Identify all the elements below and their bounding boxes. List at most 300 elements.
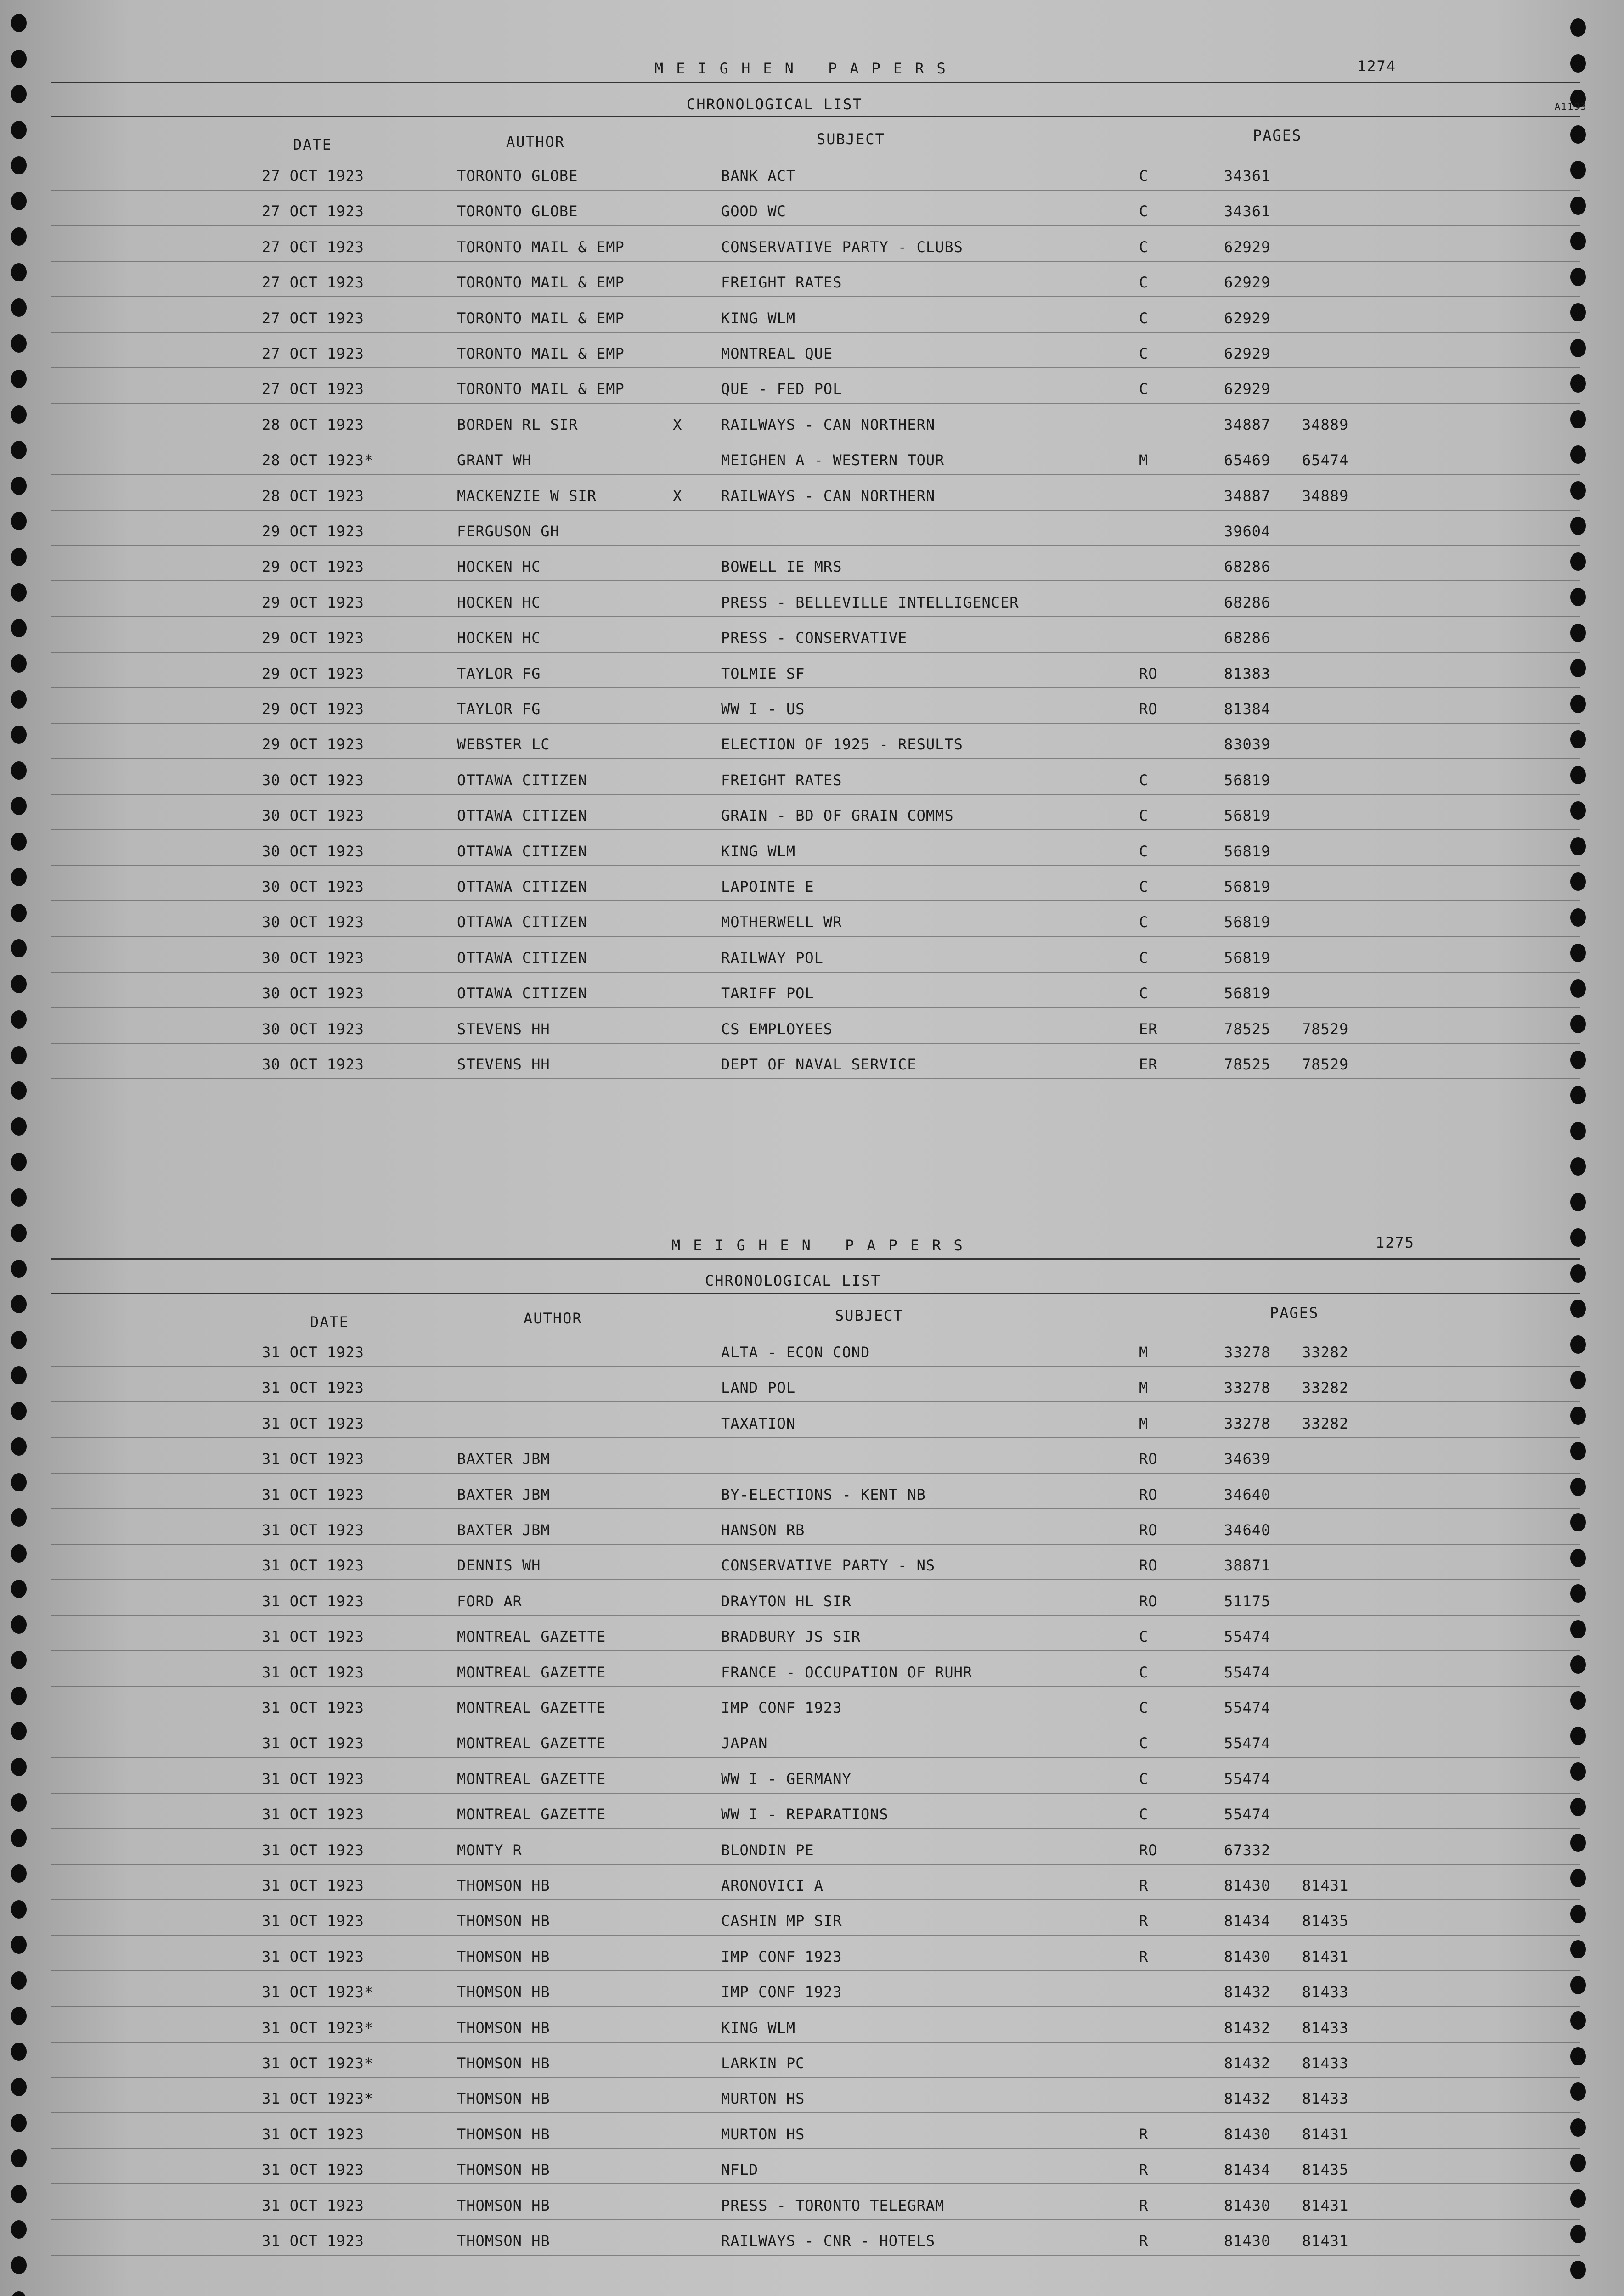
entry-page-end: 33282: [1302, 1379, 1349, 1397]
entry-author: DENNIS WH: [457, 1557, 541, 1575]
entry-date: 30 OCT 1923: [262, 1056, 364, 1073]
entry-subject: PRESS - CONSERVATIVE: [721, 629, 908, 647]
entry-author: GRANT WH: [457, 451, 532, 469]
entry-type-code: C: [1139, 1770, 1149, 1788]
entry-subject: FREIGHT RATES: [721, 274, 842, 292]
list-subtitle: CHRONOLOGICAL LIST: [705, 1272, 881, 1289]
sprocket-hole: [1570, 1193, 1586, 1211]
table-row: [0, 1794, 1624, 1829]
entry-page-end: 78529: [1302, 1056, 1349, 1073]
entry-page-start: 56819: [1224, 807, 1271, 825]
entry-author: TORONTO GLOBE: [457, 167, 578, 185]
entry-page-end: 81431: [1302, 1947, 1349, 1965]
entry-page-end: 33282: [1302, 1414, 1349, 1432]
entry-subject: CASHIN MP SIR: [721, 1912, 842, 1930]
table-row: [0, 1044, 1624, 1079]
entry-page-start: 68286: [1224, 558, 1271, 576]
entry-author: THOMSON HB: [457, 2161, 550, 2179]
entry-subject: IMP CONF 1923: [721, 1983, 842, 2001]
entry-page-start: 56819: [1224, 949, 1271, 967]
sprocket-hole: [11, 14, 27, 32]
entry-subject: TARIFF POL: [721, 985, 814, 1002]
entry-date: 27 OCT 1923: [262, 309, 364, 327]
sprocket-hole: [11, 50, 27, 68]
entry-page-start: 38871: [1224, 1557, 1271, 1575]
entry-page-end: 81433: [1302, 2090, 1349, 2108]
entry-subject: CONSERVATIVE PARTY - NS: [721, 1557, 936, 1575]
entry-subject: IMP CONF 1923: [721, 1699, 842, 1716]
entry-date: 29 OCT 1923: [262, 593, 364, 611]
entry-subject: DEPT OF NAVAL SERVICE: [721, 1056, 917, 1073]
table-row: [0, 262, 1624, 297]
entry-page-start: 65469: [1224, 451, 1271, 469]
entry-type-code: C: [1139, 878, 1149, 895]
entry-type-code: M: [1139, 1344, 1149, 1361]
entry-author: STEVENS HH: [457, 1056, 550, 1073]
table-row: [0, 1509, 1624, 1545]
entry-type-code: C: [1139, 1663, 1149, 1681]
sprocket-hole: [1570, 2261, 1586, 2279]
entry-subject: RAILWAYS - CAN NORTHERN: [721, 416, 936, 433]
entry-subject: ARONOVICI A: [721, 1877, 823, 1894]
entry-subject: KING WLM: [721, 309, 796, 327]
column-header-author: AUTHOR: [506, 133, 565, 151]
entry-type-code: C: [1139, 274, 1149, 292]
entry-author: THOMSON HB: [457, 2019, 550, 2037]
entry-page-start: 81430: [1224, 2232, 1271, 2250]
table-row: [0, 973, 1624, 1008]
entry-date: 29 OCT 1923: [262, 700, 364, 718]
entry-subject: HANSON RB: [721, 1521, 805, 1539]
entry-type-code: C: [1139, 842, 1149, 860]
entry-author: MONTREAL GAZETTE: [457, 1699, 606, 1716]
entry-type-code: R: [1139, 1877, 1149, 1894]
entry-author: OTTAWA CITIZEN: [457, 807, 587, 825]
table-row: [0, 724, 1624, 759]
entry-date: 29 OCT 1923: [262, 558, 364, 576]
entry-type-code: R: [1139, 1912, 1149, 1930]
entry-type-code: C: [1139, 1734, 1149, 1752]
entry-subject: MURTON HS: [721, 2125, 805, 2143]
entry-subject: ELECTION OF 1925 - RESULTS: [721, 736, 963, 754]
table-row: [0, 191, 1624, 226]
entry-type-code: R: [1139, 1947, 1149, 1965]
entry-author: TORONTO MAIL & EMP: [457, 345, 625, 362]
entry-author: FERGUSON GH: [457, 523, 559, 540]
entry-page-start: 83039: [1224, 736, 1271, 754]
entry-subject: GOOD WC: [721, 203, 786, 220]
table-row: [0, 298, 1624, 333]
entry-date: 30 OCT 1923: [262, 1020, 364, 1038]
sprocket-hole: [1570, 18, 1586, 37]
entry-subject: WW I - REPARATIONS: [721, 1806, 889, 1823]
table-row: [0, 1616, 1624, 1651]
entry-author: WEBSTER LC: [457, 736, 550, 754]
entry-type-code: ER: [1139, 1020, 1158, 1038]
entry-date: 31 OCT 1923: [262, 1806, 364, 1823]
table-row: [0, 511, 1624, 546]
entry-date: 31 OCT 1923: [262, 1521, 364, 1539]
column-header-pages: PAGES: [1270, 1304, 1319, 1322]
entry-author: TORONTO MAIL & EMP: [457, 274, 625, 292]
entry-page-start: 62929: [1224, 380, 1271, 398]
entry-page-start: 55474: [1224, 1806, 1271, 1823]
table-row: [0, 2007, 1624, 2043]
entry-page-start: 56819: [1224, 985, 1271, 1002]
entry-subject: KING WLM: [721, 2019, 796, 2037]
entry-page-start: 81384: [1224, 700, 1271, 718]
entry-page-end: 65474: [1302, 451, 1349, 469]
entry-date: 31 OCT 1923*: [262, 2090, 374, 2108]
entry-subject: GRAIN - BD OF GRAIN COMMS: [721, 807, 954, 825]
entry-type-code: C: [1139, 167, 1149, 185]
column-header-subject: SUBJECT: [835, 1307, 903, 1324]
entry-author: BAXTER JBM: [457, 1521, 550, 1539]
entry-type-code: M: [1139, 451, 1149, 469]
entry-date: 31 OCT 1923: [262, 1770, 364, 1788]
table-row: [0, 688, 1624, 724]
entry-subject: BLONDIN PE: [721, 1841, 814, 1859]
sprocket-hole: [1570, 1264, 1586, 1283]
entry-date: 29 OCT 1923: [262, 736, 364, 754]
entry-author: THOMSON HB: [457, 2196, 550, 2214]
table-row: [0, 2185, 1624, 2220]
table-row: [0, 1403, 1624, 1438]
entry-page-start: 81430: [1224, 1877, 1271, 1894]
entry-page-start: 33278: [1224, 1379, 1271, 1397]
entry-date: 31 OCT 1923*: [262, 2054, 374, 2072]
entry-author: THOMSON HB: [457, 2125, 550, 2143]
table-row: [0, 439, 1624, 475]
entry-page-end: 81433: [1302, 1983, 1349, 2001]
entry-page-start: 68286: [1224, 629, 1271, 647]
entry-author: OTTAWA CITIZEN: [457, 771, 587, 789]
entry-subject: MURTON HS: [721, 2090, 805, 2108]
entry-subject: JAPAN: [721, 1734, 768, 1752]
entry-page-start: 62929: [1224, 238, 1271, 256]
entry-type-code: R: [1139, 2125, 1149, 2143]
sprocket-hole: [1570, 1086, 1586, 1104]
entry-type-code: C: [1139, 380, 1149, 398]
entry-page-end: 81431: [1302, 2125, 1349, 2143]
table-row: [0, 1652, 1624, 1687]
entry-date: 27 OCT 1923: [262, 380, 364, 398]
entry-date: 31 OCT 1923*: [262, 2019, 374, 2037]
entry-type-code: C: [1139, 203, 1149, 220]
table-row: [0, 1829, 1624, 1865]
entry-page-end: 81435: [1302, 2161, 1349, 2179]
sprocket-hole: [11, 2256, 27, 2274]
table-row: [0, 795, 1624, 830]
entry-author: MONTREAL GAZETTE: [457, 1663, 606, 1681]
entry-subject: TOLMIE SF: [721, 664, 805, 682]
entry-subject: BRADBURY JS SIR: [721, 1628, 861, 1646]
entry-page-start: 55474: [1224, 1663, 1271, 1681]
table-row: [0, 582, 1624, 617]
entry-subject: TAXATION: [721, 1414, 796, 1432]
entry-subject: QUE - FED POL: [721, 380, 842, 398]
entry-page-start: 68286: [1224, 593, 1271, 611]
entry-date: 30 OCT 1923: [262, 913, 364, 931]
entry-page-start: 55474: [1224, 1734, 1271, 1752]
entry-subject: CS EMPLOYEES: [721, 1020, 833, 1038]
entry-page-start: 55474: [1224, 1770, 1271, 1788]
entry-date: 30 OCT 1923: [262, 807, 364, 825]
entry-date: 31 OCT 1923: [262, 1592, 364, 1610]
sprocket-hole: [11, 1224, 27, 1242]
entry-page-start: 34887: [1224, 487, 1271, 505]
entry-type-code: M: [1139, 1414, 1149, 1432]
entry-subject: BY-ELECTIONS - KENT NB: [721, 1486, 926, 1503]
entry-author: THOMSON HB: [457, 1912, 550, 1930]
entry-page-start: 81430: [1224, 2196, 1271, 2214]
entry-subject: RAILWAY POL: [721, 949, 823, 967]
entry-date: 31 OCT 1923: [262, 1344, 364, 1361]
entry-page-start: 34361: [1224, 203, 1271, 220]
entry-page-end: 81433: [1302, 2054, 1349, 2072]
table-row: [0, 1865, 1624, 1900]
table-row: [0, 2149, 1624, 2184]
entry-page-end: 81435: [1302, 1912, 1349, 1930]
sprocket-hole: [11, 1153, 27, 1171]
table-row: [0, 226, 1624, 262]
entry-page-start: 56819: [1224, 771, 1271, 789]
entry-author: THOMSON HB: [457, 2232, 550, 2250]
entry-author: OTTAWA CITIZEN: [457, 842, 587, 860]
entry-page-end: 81431: [1302, 2232, 1349, 2250]
entry-page-start: 33278: [1224, 1344, 1271, 1361]
entry-page-end: 33282: [1302, 1344, 1349, 1361]
entry-page-start: 34639: [1224, 1450, 1271, 1468]
sprocket-hole: [11, 1117, 27, 1136]
table-row: [0, 617, 1624, 653]
column-header-date: DATE: [293, 136, 333, 153]
entry-author: OTTAWA CITIZEN: [457, 878, 587, 895]
entry-page-end: 81431: [1302, 2196, 1349, 2214]
table-row: [0, 831, 1624, 866]
sprocket-hole: [11, 121, 27, 139]
rule: [51, 1258, 1580, 1260]
entry-author: MONTREAL GAZETTE: [457, 1806, 606, 1823]
entry-page-start: 62929: [1224, 274, 1271, 292]
entry-page-start: 56819: [1224, 913, 1271, 931]
entry-page-start: 78525: [1224, 1020, 1271, 1038]
sprocket-hole: [1570, 1228, 1586, 1247]
entry-type-code: R: [1139, 2196, 1149, 2214]
table-row: [0, 1936, 1624, 1971]
entry-author: MONTREAL GAZETTE: [457, 1770, 606, 1788]
entry-page-start: 34640: [1224, 1486, 1271, 1503]
entry-page-start: 39604: [1224, 523, 1271, 540]
list-subtitle: CHRONOLOGICAL LIST: [687, 96, 863, 113]
entry-author: THOMSON HB: [457, 1877, 550, 1894]
entry-date: 31 OCT 1923*: [262, 1983, 374, 2001]
entry-date: 31 OCT 1923: [262, 1877, 364, 1894]
entry-page-start: 81434: [1224, 2161, 1271, 2179]
entry-type-code: C: [1139, 913, 1149, 931]
entry-page-start: 55474: [1224, 1699, 1271, 1716]
entry-date: 30 OCT 1923: [262, 771, 364, 789]
entry-subject: WW I - GERMANY: [721, 1770, 851, 1788]
entry-author: OTTAWA CITIZEN: [457, 985, 587, 1002]
entry-subject: BANK ACT: [721, 167, 796, 185]
entry-date: 27 OCT 1923: [262, 167, 364, 185]
entry-subject: CONSERVATIVE PARTY - CLUBS: [721, 238, 963, 256]
entry-date: 31 OCT 1923: [262, 2125, 364, 2143]
entry-page-start: 81383: [1224, 664, 1271, 682]
entry-type-code: R: [1139, 2161, 1149, 2179]
entry-page-start: 81430: [1224, 1947, 1271, 1965]
entry-type-code: C: [1139, 1806, 1149, 1823]
entry-subject: LAPOINTE E: [721, 878, 814, 895]
entry-date: 30 OCT 1923: [262, 985, 364, 1002]
entry-date: 29 OCT 1923: [262, 664, 364, 682]
entry-subject: RAILWAYS - CNR - HOTELS: [721, 2232, 936, 2250]
page-title: MEIGHEN PAPERS: [654, 60, 959, 77]
entry-type-code: RO: [1139, 1557, 1158, 1575]
entry-date: 31 OCT 1923: [262, 1557, 364, 1575]
entry-date: 31 OCT 1923: [262, 2232, 364, 2250]
entry-date: 31 OCT 1923: [262, 1414, 364, 1432]
entry-subject: FREIGHT RATES: [721, 771, 842, 789]
entry-subject: PRESS - BELLEVILLE INTELLIGENCER: [721, 593, 1019, 611]
entry-subject: KING WLM: [721, 842, 796, 860]
sprocket-hole: [11, 2291, 27, 2296]
column-header-date: DATE: [310, 1313, 350, 1331]
entry-author: TORONTO MAIL & EMP: [457, 309, 625, 327]
entry-subject: MOTHERWELL WR: [721, 913, 842, 931]
entry-type-code: RO: [1139, 1486, 1158, 1503]
rule: [51, 1293, 1580, 1294]
entry-type-code: R: [1139, 2232, 1149, 2250]
entry-date: 31 OCT 1923: [262, 1699, 364, 1716]
table-row: [0, 2043, 1624, 2078]
entry-subject: ALTA - ECON COND: [721, 1344, 870, 1361]
entry-date: 28 OCT 1923*: [262, 451, 374, 469]
table-row: [0, 1722, 1624, 1758]
entry-type-code: C: [1139, 1628, 1149, 1646]
entry-author: THOMSON HB: [457, 2090, 550, 2108]
column-header-author: AUTHOR: [524, 1310, 582, 1327]
row-divider: [51, 1078, 1580, 1079]
table-row: [0, 937, 1624, 973]
entry-type-code: RO: [1139, 1841, 1158, 1859]
entry-author: OTTAWA CITIZEN: [457, 949, 587, 967]
sprocket-hole: [1570, 1122, 1586, 1140]
entry-date: 30 OCT 1923: [262, 842, 364, 860]
table-row: [0, 760, 1624, 795]
entry-type-code: C: [1139, 985, 1149, 1002]
entry-date: 31 OCT 1923: [262, 1486, 364, 1503]
entry-page-start: 34887: [1224, 416, 1271, 433]
entry-page-end: 34889: [1302, 416, 1349, 433]
entry-cross-ref-mark: X: [673, 487, 682, 505]
entry-date: 30 OCT 1923: [262, 878, 364, 895]
table-row: [0, 1474, 1624, 1509]
entry-date: 31 OCT 1923: [262, 1734, 364, 1752]
table-row: [0, 404, 1624, 439]
sprocket-hole: [11, 1295, 27, 1313]
table-row: [0, 1332, 1624, 1367]
corner-mark: A1193: [1555, 101, 1587, 112]
entry-subject: FRANCE - OCCUPATION OF RUHR: [721, 1663, 973, 1681]
entry-page-start: 55474: [1224, 1628, 1271, 1646]
entry-subject: MEIGHEN A - WESTERN TOUR: [721, 451, 945, 469]
table-row: [0, 1545, 1624, 1580]
entry-subject: PRESS - TORONTO TELEGRAM: [721, 2196, 945, 2214]
entry-type-code: C: [1139, 1699, 1149, 1716]
column-header-pages: PAGES: [1253, 127, 1302, 144]
page-number: 1274: [1357, 57, 1397, 75]
table-row: [0, 475, 1624, 511]
entry-subject: MONTREAL QUE: [721, 345, 833, 362]
entry-type-code: RO: [1139, 1450, 1158, 1468]
entry-date: 29 OCT 1923: [262, 523, 364, 540]
table-row: [0, 1687, 1624, 1722]
entry-page-end: 34889: [1302, 487, 1349, 505]
entry-page-end: 81431: [1302, 1877, 1349, 1894]
entry-type-code: C: [1139, 309, 1149, 327]
entry-subject: NFLD: [721, 2161, 759, 2179]
sprocket-hole: [11, 1081, 27, 1100]
table-row: [0, 155, 1624, 191]
entry-author: MONTREAL GAZETTE: [457, 1628, 606, 1646]
table-row: [0, 1367, 1624, 1402]
table-row: [0, 546, 1624, 581]
entry-author: MONTREAL GAZETTE: [457, 1734, 606, 1752]
column-header-subject: SUBJECT: [817, 130, 885, 148]
sprocket-hole: [11, 1260, 27, 1278]
entry-type-code: C: [1139, 771, 1149, 789]
entry-author: BAXTER JBM: [457, 1450, 550, 1468]
table-row: [0, 333, 1624, 368]
entry-date: 31 OCT 1923: [262, 1379, 364, 1397]
table-row: [0, 653, 1624, 688]
table-row: [0, 368, 1624, 404]
entry-date: 27 OCT 1923: [262, 274, 364, 292]
table-row: [0, 2078, 1624, 2113]
entry-date: 28 OCT 1923: [262, 416, 364, 433]
entry-date: 30 OCT 1923: [262, 949, 364, 967]
entry-page-end: 81433: [1302, 2019, 1349, 2037]
entry-date: 27 OCT 1923: [262, 238, 364, 256]
entry-page-end: 78529: [1302, 1020, 1349, 1038]
page-title: MEIGHEN PAPERS: [671, 1237, 976, 1254]
entry-type-code: C: [1139, 807, 1149, 825]
page-number: 1275: [1376, 1234, 1415, 1251]
entry-page-start: 62929: [1224, 309, 1271, 327]
entry-author: HOCKEN HC: [457, 593, 541, 611]
table-row: [0, 1971, 1624, 2007]
entry-author: TORONTO MAIL & EMP: [457, 238, 625, 256]
entry-author: FORD AR: [457, 1592, 522, 1610]
sprocket-hole: [1570, 1157, 1586, 1176]
entry-date: 31 OCT 1923: [262, 1450, 364, 1468]
rule: [51, 82, 1580, 83]
entry-author: THOMSON HB: [457, 1983, 550, 2001]
entry-author: MONTY R: [457, 1841, 522, 1859]
entry-author: HOCKEN HC: [457, 558, 541, 576]
entry-date: 31 OCT 1923: [262, 2161, 364, 2179]
entry-subject: DRAYTON HL SIR: [721, 1592, 851, 1610]
entry-author: BORDEN RL SIR: [457, 416, 578, 433]
entry-type-code: C: [1139, 345, 1149, 362]
entry-author: TAYLOR FG: [457, 700, 541, 718]
entry-author: OTTAWA CITIZEN: [457, 913, 587, 931]
entry-date: 28 OCT 1923: [262, 487, 364, 505]
entry-type-code: C: [1139, 238, 1149, 256]
entry-page-start: 33278: [1224, 1414, 1271, 1432]
